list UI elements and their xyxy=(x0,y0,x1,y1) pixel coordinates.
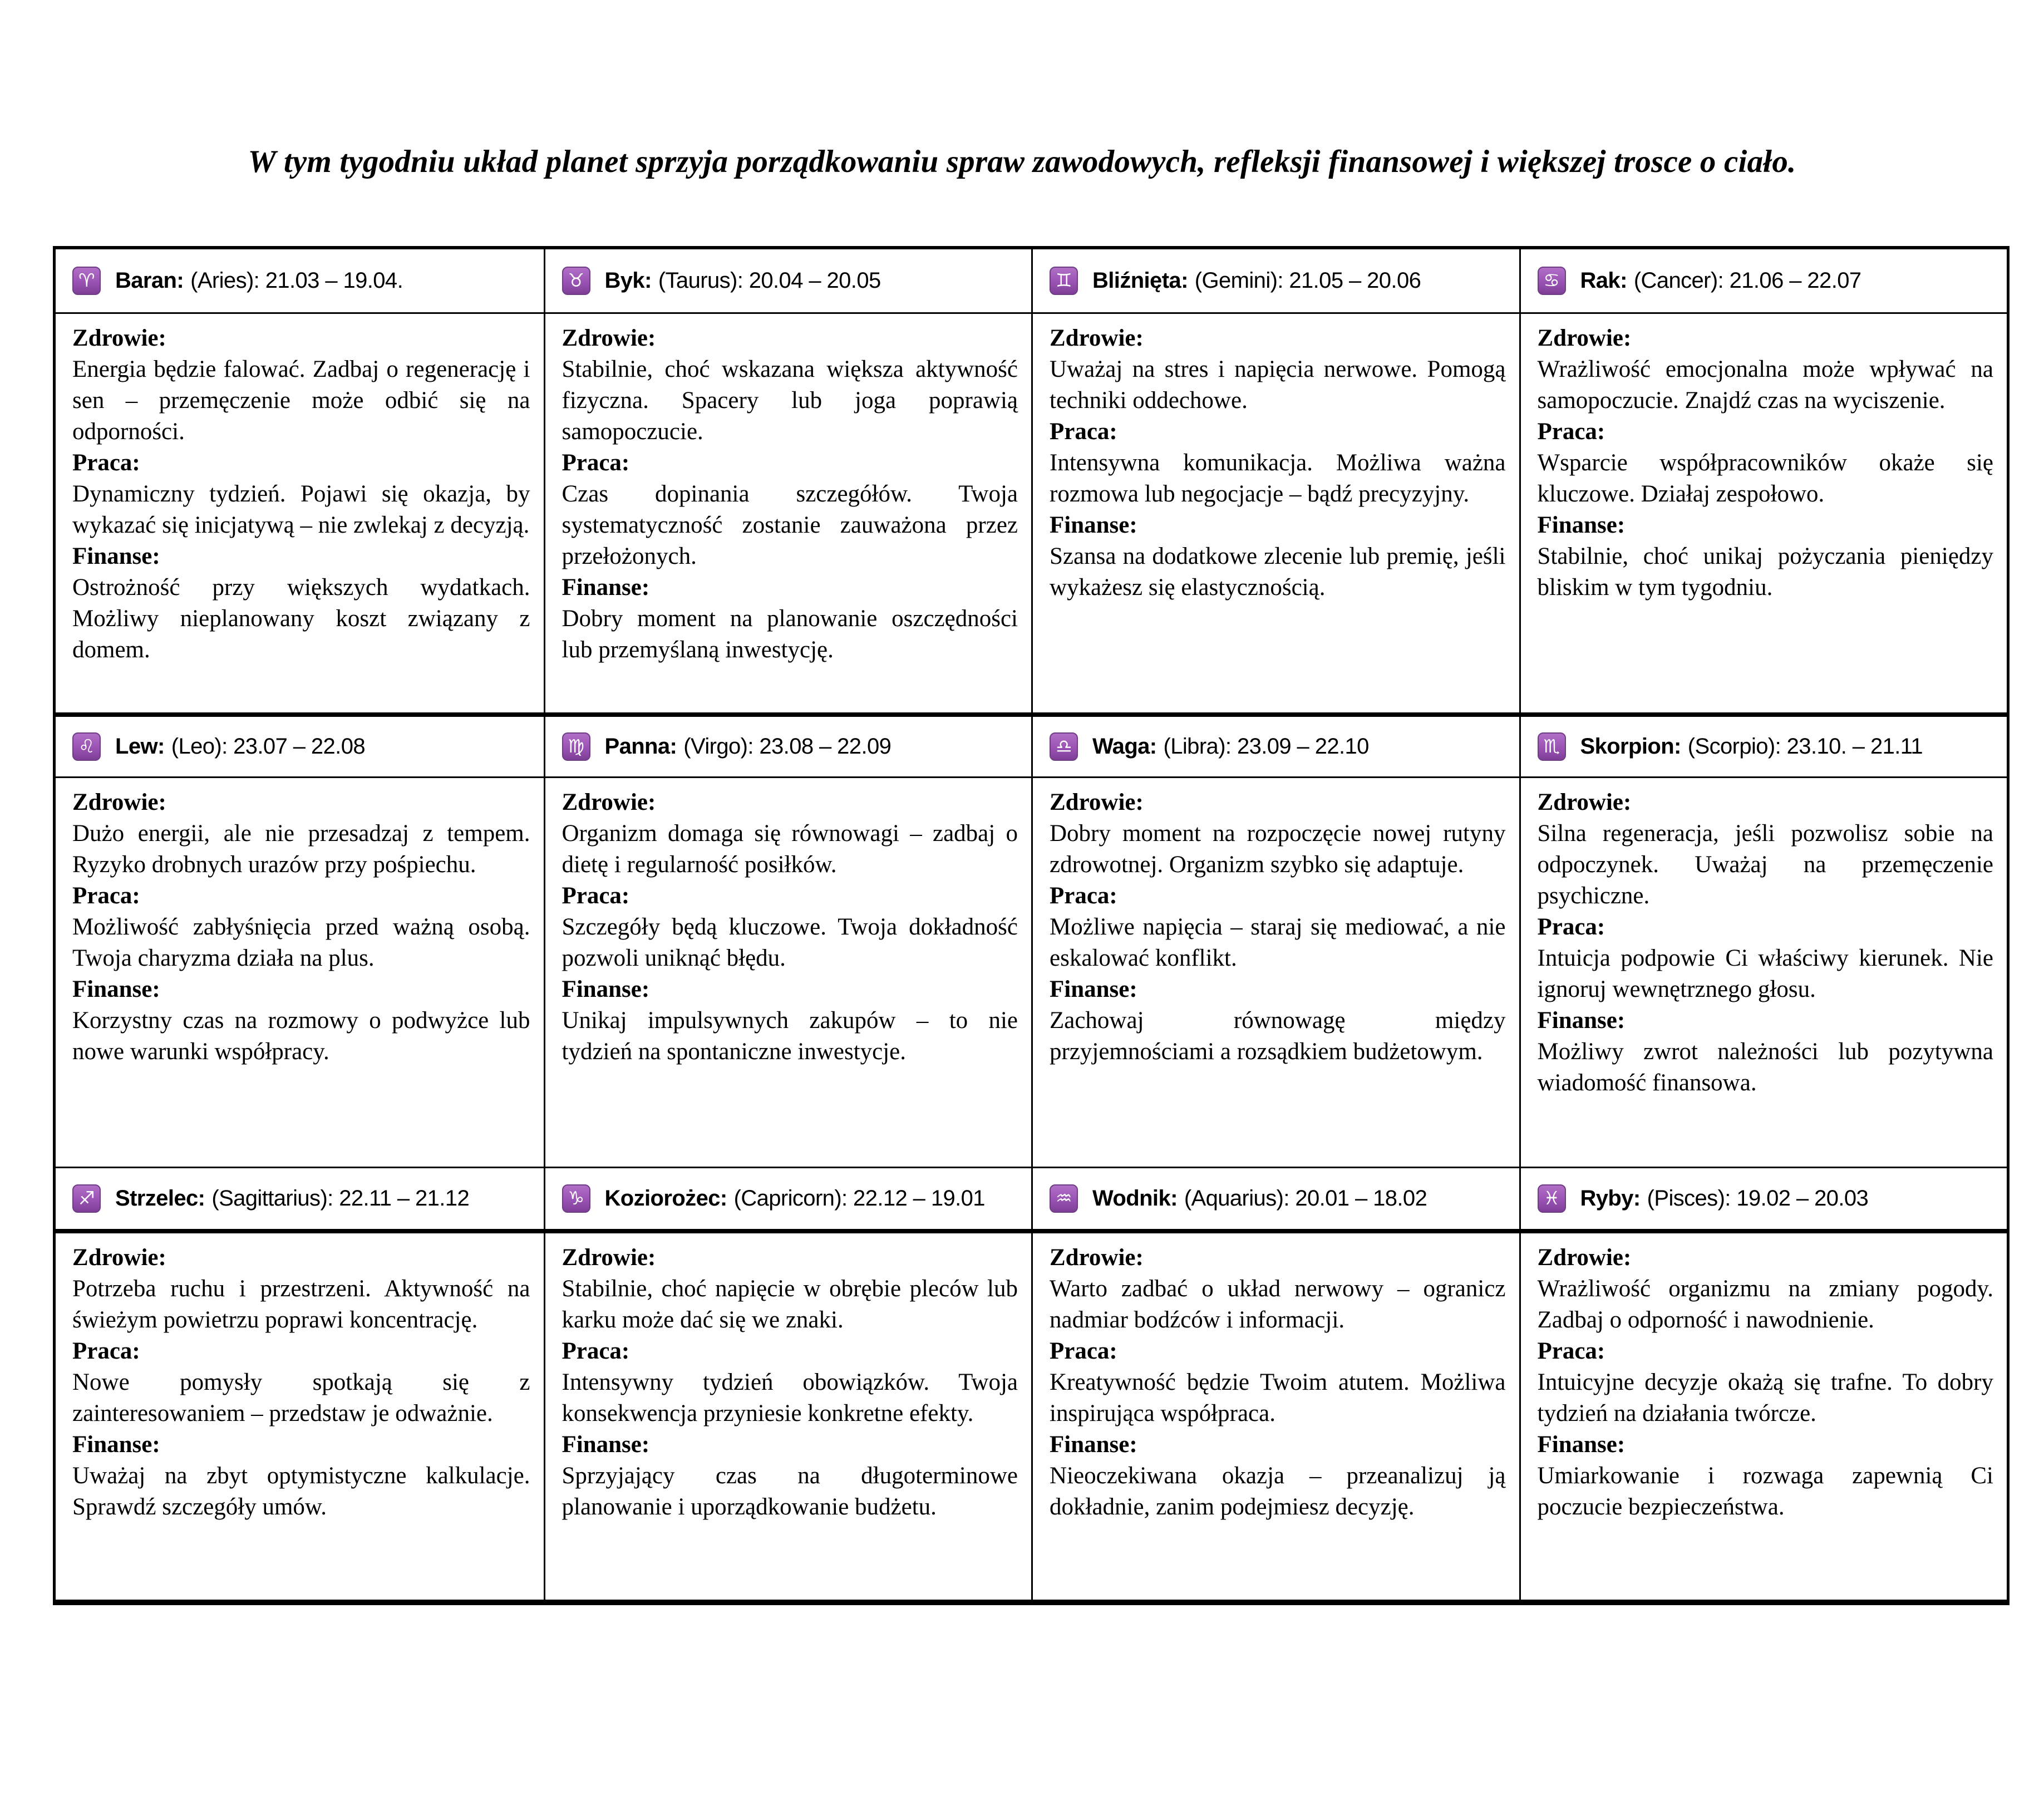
horoscope-page xyxy=(0,144,2044,1820)
work-text: Intensywna komunikacja. Możliwa ważna rozmowa lub negocjacje – bądź precyzyjny. xyxy=(1050,449,1506,507)
finance-text: Korzystny czas na rozmowy o podwyżce lub nowe warunki współpracy. xyxy=(72,1007,530,1065)
finance-label: Finanse: xyxy=(1537,1007,1626,1034)
sign-name: Lew: xyxy=(115,734,165,759)
work-label: Praca: xyxy=(72,1337,140,1364)
finance-text: Nieoczekiwana okazja – przeanalizuj ją dokładnie, zanim podejmiesz decyzję. xyxy=(1050,1462,1506,1520)
sign-name: Rak: xyxy=(1580,268,1627,293)
health-label: Zdrowie: xyxy=(1537,1244,1632,1271)
pisces-icon: ♓ xyxy=(1538,1184,1566,1213)
finance-text: Dobry moment na planowanie oszczędności lub przemyślaną inwestycję. xyxy=(562,605,1018,663)
sign-header-lew xyxy=(56,712,544,778)
sign-header-koziorozec xyxy=(544,1167,1032,1233)
sign-header-byk xyxy=(544,249,1032,314)
finance-label: Finanse: xyxy=(562,1431,650,1458)
work-text: Szczegóły będą kluczowe. Twoja dokładność pozwoli uniknąć błędu. xyxy=(562,913,1018,971)
sign-dates: (Sagittarius): 22.11 – 21.12 xyxy=(211,1186,470,1211)
health-label: Zdrowie: xyxy=(72,1244,166,1271)
sign-body-koziorozec xyxy=(544,1233,1032,1600)
finance-label: Finanse: xyxy=(1050,511,1137,538)
work-label: Praca: xyxy=(562,449,630,476)
horoscope-table xyxy=(53,246,2009,1605)
work-label: Praca: xyxy=(1050,418,1117,445)
work-label: Praca: xyxy=(562,882,630,909)
sign-name: Koziorożec: xyxy=(604,1186,727,1211)
sign-name: Ryby: xyxy=(1580,1186,1641,1211)
sign-body-baran xyxy=(56,314,544,712)
sign-dates: (Gemini): 21.05 – 20.06 xyxy=(1194,268,1421,293)
sign-body-strzelec xyxy=(56,1233,544,1600)
sign-header-waga xyxy=(1031,712,1519,778)
sign-header-strzelec xyxy=(56,1167,544,1233)
sign-name: Byk: xyxy=(604,268,652,293)
sign-header-wodnik xyxy=(1031,1167,1519,1233)
sign-body-panna xyxy=(544,778,1032,1167)
finance-label: Finanse: xyxy=(1050,976,1137,1002)
sign-dates: (Capricorn): 22.12 – 19.01 xyxy=(733,1186,985,1211)
work-text: Intuicja podpowie Ci właściwy kierunek. Nie ignoruj wewnętrznego głosu. xyxy=(1537,945,1993,1002)
health-label: Zdrowie: xyxy=(1050,324,1144,351)
work-text: Wsparcie współpracowników okaże się kluczowe. Działaj zespołowo. xyxy=(1537,449,1993,507)
health-text: Silna regeneracja, jeśli pozwolisz sobie na odpoczynek. Uważaj na przemęczenie psychiczne. xyxy=(1537,820,1993,909)
health-label: Zdrowie: xyxy=(562,324,656,351)
finance-label: Finanse: xyxy=(562,976,650,1002)
finance-label: Finanse: xyxy=(562,574,650,601)
sign-name: Waga: xyxy=(1092,734,1157,759)
taurus-icon: ♉ xyxy=(562,267,590,295)
work-label: Praca: xyxy=(72,882,140,909)
work-label: Praca: xyxy=(562,1337,630,1364)
health-text: Potrzeba ruchu i przestrzeni. Aktywność na świeżym powietrzu poprawi koncentrację. xyxy=(72,1275,530,1333)
sign-name: Strzelec: xyxy=(115,1186,205,1211)
sign-dates: (Scorpio): 23.10. – 21.11 xyxy=(1687,734,1923,759)
finance-text: Możliwy zwrot należności lub pozytywna wiadomość finansowa. xyxy=(1537,1038,1993,1096)
finance-text: Umiarkowanie i rozwaga zapewnią Ci poczucie bezpieczeństwa. xyxy=(1537,1462,1993,1520)
sign-name: Wodnik: xyxy=(1092,1186,1178,1211)
sign-body-byk xyxy=(544,314,1032,712)
sign-dates: (Libra): 23.09 – 22.10 xyxy=(1163,734,1369,759)
finance-text: Zachowaj równowagę między przyjemnościami a rozsądkiem budżetowym. xyxy=(1050,1007,1506,1065)
health-label: Zdrowie: xyxy=(1050,1244,1144,1271)
sign-header-blizniета xyxy=(1031,249,1519,314)
cancer-icon: ♋ xyxy=(1538,267,1566,295)
leo-icon: ♌ xyxy=(72,732,101,761)
health-text: Wrażliwość organizmu na zmiany pogody. Zadbaj o odporność i nawodnienie. xyxy=(1537,1275,1993,1333)
finance-label: Finanse: xyxy=(1537,1431,1626,1458)
sign-dates: (Leo): 23.07 – 22.08 xyxy=(171,734,365,759)
work-label: Praca: xyxy=(1050,882,1117,909)
sign-dates: (Cancer): 21.06 – 22.07 xyxy=(1633,268,1861,293)
work-text: Możliwość zabłyśnięcia przed ważną osobą. Twoja charyzma działa na plus. xyxy=(72,913,530,971)
health-text: Dobry moment na rozpoczęcie nowej rutyny zdrowotnej. Organizm szybko się adaptuje. xyxy=(1050,820,1506,878)
work-text: Czas dopinania szczegółów. Twoja systematyczność zostanie zauważona przez przełożonych. xyxy=(562,480,1018,569)
finance-text: Unikaj impulsywnych zakupów – to nie tydzień na spontaniczne inwestycje. xyxy=(562,1007,1018,1065)
libra-icon: ♎ xyxy=(1050,732,1078,761)
finance-label: Finanse: xyxy=(72,976,160,1002)
sign-dates: (Pisces): 19.02 – 20.03 xyxy=(1647,1186,1869,1211)
health-text: Energia będzie falować. Zadbaj o regenerację i sen – przemęczenie może odbić się na odporności. xyxy=(72,356,530,445)
health-label: Zdrowie: xyxy=(72,324,166,351)
work-text: Dynamiczny tydzień. Pojawi się okazja, by wykazać się inicjatywą – nie zwlekaj z decyzją. xyxy=(72,480,530,538)
health-text: Wrażliwość emocjonalna może wpływać na samopoczucie. Znajdź czas na wyciszenie. xyxy=(1537,356,1993,414)
sign-body-skorpion xyxy=(1519,778,2007,1167)
finance-text: Sprzyjający czas na długoterminowe planowanie i uporządkowanie budżetu. xyxy=(562,1462,1018,1520)
sign-header-baran xyxy=(56,249,544,314)
work-label: Praca: xyxy=(72,449,140,476)
work-text: Kreatywność będzie Twoim atutem. Możliwa inspirująca współpraca. xyxy=(1050,1369,1506,1427)
health-label: Zdrowie: xyxy=(72,789,166,815)
work-label: Praca: xyxy=(1537,913,1605,940)
work-text: Nowe pomysły spotkają się z zainteresowaniem – przedstaw je odważnie. xyxy=(72,1369,530,1427)
health-label: Zdrowie: xyxy=(562,1244,656,1271)
finance-text: Szansa na dodatkowe zlecenie lub premię, jeśli wykażesz się elastycznością. xyxy=(1050,543,1506,601)
sign-name: Panna: xyxy=(604,734,677,759)
capricorn-icon: ♑ xyxy=(562,1184,590,1213)
finance-label: Finanse: xyxy=(1050,1431,1137,1458)
sign-dates: (Taurus): 20.04 – 20.05 xyxy=(658,268,881,293)
sign-body-wodnik xyxy=(1031,1233,1519,1600)
sign-name: Skorpion: xyxy=(1580,734,1681,759)
aries-icon: ♈ xyxy=(72,267,101,295)
sign-body-lew xyxy=(56,778,544,1167)
page-title: W tym tygodniu układ planet sprzyja porządkowaniu spraw zawodowych, refleksji finansowej i większej trosce o ciało. xyxy=(248,144,1796,179)
health-label: Zdrowie: xyxy=(1050,789,1144,815)
finance-text: Ostrożność przy większych wydatkach. Możliwy nieplanowany koszt związany z domem. xyxy=(72,574,530,663)
sign-header-ryby xyxy=(1519,1167,2007,1233)
gemini-icon: ♊ xyxy=(1050,267,1078,295)
sign-body-waga xyxy=(1031,778,1519,1167)
health-text: Stabilnie, choć napięcie w obrębie pleców lub karku może dać się we znaki. xyxy=(562,1275,1018,1333)
sign-body-ryby xyxy=(1519,1233,2007,1600)
scorpio-icon: ♏ xyxy=(1538,732,1566,761)
work-text: Możliwe napięcia – staraj się mediować, a nie eskalować konflikt. xyxy=(1050,913,1506,971)
finance-text: Stabilnie, choć unikaj pożyczania pieniędzy bliskim w tym tygodniu. xyxy=(1537,543,1993,601)
sign-header-skorpion xyxy=(1519,712,2007,778)
finance-label: Finanse: xyxy=(1537,511,1626,538)
health-label: Zdrowie: xyxy=(1537,789,1632,815)
aquarius-icon: ♒ xyxy=(1050,1184,1078,1213)
sign-dates: (Virgo): 23.08 – 22.09 xyxy=(683,734,892,759)
health-text: Warto zadbać o układ nerwowy – ogranicz nadmiar bodźców i informacji. xyxy=(1050,1275,1506,1333)
virgo-icon: ♍ xyxy=(562,732,590,761)
work-text: Intensywny tydzień obowiązków. Twoja konsekwencja przyniesie konkretne efekty. xyxy=(562,1369,1018,1427)
work-label: Praca: xyxy=(1050,1337,1117,1364)
sign-body-rak xyxy=(1519,314,2007,712)
sign-header-rak xyxy=(1519,249,2007,314)
health-label: Zdrowie: xyxy=(562,789,656,815)
sagittarius-icon: ♐ xyxy=(72,1184,101,1213)
health-text: Stabilnie, choć wskazana większa aktywność fizyczna. Spacery lub joga poprawią samopoczucie. xyxy=(562,356,1018,445)
finance-text: Uważaj na zbyt optymistyczne kalkulacje. Sprawdź szczegóły umów. xyxy=(72,1462,530,1520)
work-label: Praca: xyxy=(1537,1337,1605,1364)
health-text: Uważaj na stres i napięcia nerwowe. Pomogą techniki oddechowe. xyxy=(1050,356,1506,414)
sign-name: Bliźnięta: xyxy=(1092,268,1188,293)
health-label: Zdrowie: xyxy=(1537,324,1632,351)
sign-dates: (Aquarius): 20.01 – 18.02 xyxy=(1184,1186,1427,1211)
sign-name: Baran: xyxy=(115,268,184,293)
finance-label: Finanse: xyxy=(72,543,160,569)
health-text: Organizm domaga się równowagi – zadbaj o dietę i regularność posiłków. xyxy=(562,820,1018,878)
health-text: Dużo energii, ale nie przesadzaj z tempem. Ryzyko drobnych urazów przy pośpiechu. xyxy=(72,820,530,878)
sign-header-panna xyxy=(544,712,1032,778)
sign-dates: (Aries): 21.03 – 19.04. xyxy=(190,268,403,293)
finance-label: Finanse: xyxy=(72,1431,160,1458)
work-text: Intuicyjne decyzje okażą się trafne. To dobry tydzień na działania twórcze. xyxy=(1537,1369,1993,1427)
sign-body-blizniета xyxy=(1031,314,1519,712)
work-label: Praca: xyxy=(1537,418,1605,445)
